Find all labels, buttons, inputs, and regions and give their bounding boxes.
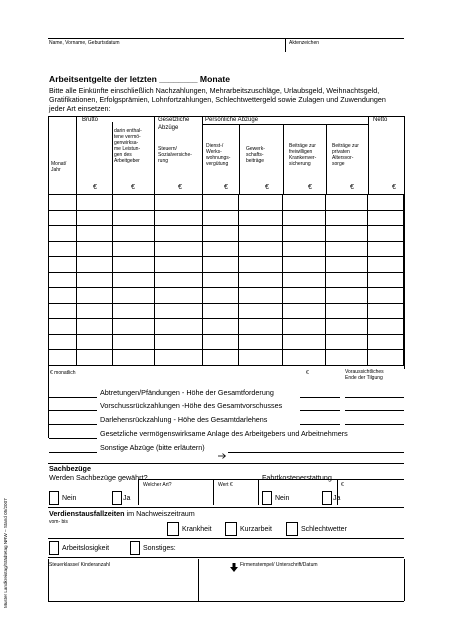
euro-brutto: € bbox=[93, 182, 97, 191]
deduction-amount-field[interactable] bbox=[49, 397, 97, 398]
monthly-label: € monatlich bbox=[50, 370, 76, 376]
deductions-left-line bbox=[48, 368, 49, 438]
income-cell[interactable] bbox=[326, 226, 368, 242]
income-cell[interactable] bbox=[76, 303, 112, 319]
income-cell[interactable] bbox=[154, 241, 202, 257]
income-cell[interactable] bbox=[112, 272, 154, 288]
income-cell[interactable] bbox=[49, 319, 77, 335]
income-data-grid bbox=[48, 194, 404, 366]
income-cell[interactable] bbox=[202, 303, 239, 319]
income-cell[interactable] bbox=[154, 303, 202, 319]
file-number-label: Aktenzeichen bbox=[289, 40, 320, 46]
deduction-amount-field[interactable] bbox=[49, 410, 97, 411]
income-cell[interactable] bbox=[76, 319, 112, 335]
instructions-line-1: Bitte alle Einkünfte einschließlich Nachzahlungen, Mehrarbeitszuschläge, Urlaubsgeld, Weihnachtsgeld, bbox=[49, 86, 380, 95]
arbeitslosigkeit-checkbox[interactable] bbox=[49, 541, 59, 555]
income-row bbox=[49, 226, 404, 242]
income-cell[interactable] bbox=[239, 210, 283, 226]
instructions-line-3: jeder Art einsetzen: bbox=[49, 104, 111, 113]
vom-bis-label: vom- bis bbox=[49, 519, 68, 525]
schlechtwetter-checkbox[interactable] bbox=[286, 522, 298, 536]
income-cell[interactable] bbox=[154, 272, 202, 288]
arrow-down-icon bbox=[230, 559, 238, 568]
euro-steuern: € bbox=[178, 182, 182, 191]
sachbezuege-nein-label: Nein bbox=[62, 495, 77, 502]
income-row bbox=[49, 319, 404, 335]
header-top-line bbox=[48, 38, 404, 39]
income-cell[interactable] bbox=[49, 241, 77, 257]
euro-vwl: € bbox=[131, 182, 135, 191]
income-cell[interactable] bbox=[202, 350, 239, 366]
income-row bbox=[49, 241, 404, 257]
income-cell[interactable] bbox=[239, 272, 283, 288]
income-cell[interactable] bbox=[239, 226, 283, 242]
deduction-label: Darlehensrückzahlung - Höhe des Gesamtdarlehens bbox=[100, 415, 268, 424]
euro-gewerk: € bbox=[265, 182, 269, 191]
col-gesetzliche: Gesetzliche bbox=[158, 117, 190, 123]
income-cell[interactable] bbox=[76, 334, 112, 350]
col-brutto: Brutto bbox=[82, 117, 99, 123]
income-cell[interactable] bbox=[49, 226, 77, 242]
income-cell[interactable] bbox=[76, 350, 112, 366]
income-cell[interactable] bbox=[239, 195, 283, 211]
income-cell[interactable] bbox=[112, 350, 154, 366]
col-vwl: darin enthal- tene vermö- genwirksa- me Leistun- gen des Arbeitgeber bbox=[114, 128, 142, 164]
income-cell[interactable] bbox=[202, 226, 239, 242]
arbeitslosigkeit-label: Arbeitslosigkeit bbox=[62, 545, 110, 552]
repayment-end-field[interactable] bbox=[345, 397, 404, 398]
steuerklasse-label: Steuerklasse/ Kinderanzahl bbox=[49, 562, 110, 568]
income-cell[interactable] bbox=[283, 257, 326, 273]
income-cell[interactable] bbox=[326, 195, 368, 211]
income-cell[interactable] bbox=[368, 195, 404, 211]
value-label: Wert € bbox=[218, 482, 233, 488]
income-cell[interactable] bbox=[112, 241, 154, 257]
income-cell[interactable] bbox=[76, 272, 112, 288]
krankheit-checkbox[interactable] bbox=[167, 522, 179, 536]
income-cell[interactable] bbox=[202, 257, 239, 273]
which-kind-label: Welcher Art? bbox=[143, 482, 172, 488]
income-cell[interactable] bbox=[283, 195, 326, 211]
income-cell[interactable] bbox=[368, 226, 404, 242]
deduction-amount-field[interactable] bbox=[49, 452, 97, 453]
income-cell[interactable] bbox=[368, 334, 404, 350]
deduction-amount-field[interactable] bbox=[49, 438, 97, 439]
sachbezuege-ja-label: Ja bbox=[123, 495, 131, 502]
col-month: Monat/ Jahr bbox=[51, 161, 67, 173]
income-row bbox=[49, 350, 404, 366]
income-cell[interactable] bbox=[202, 288, 239, 304]
income-cell[interactable] bbox=[283, 334, 326, 350]
deduction-label: Abtretungen/Pfändungen - Höhe der Gesamtforderung bbox=[100, 388, 274, 397]
income-cell[interactable] bbox=[154, 288, 202, 304]
income-cell[interactable] bbox=[112, 303, 154, 319]
section-title: Arbeitsentgelte der letzten ________ Monate bbox=[49, 74, 231, 84]
income-cell[interactable] bbox=[49, 210, 77, 226]
income-cell[interactable] bbox=[368, 319, 404, 335]
income-cell[interactable] bbox=[283, 210, 326, 226]
col-abzuege: Abzüge bbox=[158, 125, 179, 131]
fahrtkosten-ja-label: Ja bbox=[333, 495, 341, 502]
income-cell[interactable] bbox=[283, 226, 326, 242]
euro-dienst: € bbox=[224, 182, 228, 191]
kurzarbeit-label: Kurzarbeit bbox=[240, 526, 272, 533]
euro-alter: € bbox=[350, 182, 354, 191]
sachbezuege-question: Werden Sachbezüge gewährt? bbox=[49, 473, 148, 482]
income-cell[interactable] bbox=[202, 195, 239, 211]
income-cell[interactable] bbox=[202, 241, 239, 257]
col-steuern: Steuern/ Sozialversiche- rung bbox=[158, 146, 192, 164]
euro-netto: € bbox=[392, 182, 396, 191]
income-cell[interactable] bbox=[283, 241, 326, 257]
deduction-label: Sonstige Abzüge (bitte erläutern) bbox=[100, 443, 205, 452]
sonstiges-label: Sonstiges: bbox=[143, 545, 176, 552]
income-cell[interactable] bbox=[283, 303, 326, 319]
income-row bbox=[49, 257, 404, 273]
income-cell[interactable] bbox=[283, 350, 326, 366]
income-cell[interactable] bbox=[326, 272, 368, 288]
income-cell[interactable] bbox=[49, 288, 77, 304]
income-cell[interactable] bbox=[326, 350, 368, 366]
repayment-end-field[interactable] bbox=[345, 424, 404, 425]
col-netto: Netto bbox=[373, 117, 388, 123]
deduction-label: Vorschussrückzahlungen -Höhe des Gesamtvorschusses bbox=[100, 401, 283, 410]
col-persoenliche: Persönliche Abzüge bbox=[205, 117, 259, 123]
income-row bbox=[49, 303, 404, 319]
name-label: Name, Vorname, Geburtsdatum bbox=[49, 40, 120, 46]
income-cell[interactable] bbox=[283, 288, 326, 304]
deduction-total-field[interactable] bbox=[300, 424, 340, 425]
repayment-end-field[interactable] bbox=[345, 410, 404, 411]
deduction-total-field[interactable] bbox=[300, 410, 340, 411]
kurzarbeit-checkbox[interactable] bbox=[225, 522, 237, 536]
krankheit-label: Krankheit bbox=[182, 526, 212, 533]
income-cell[interactable] bbox=[239, 288, 283, 304]
income-cell[interactable] bbox=[326, 334, 368, 350]
repayment-end-label: Voraussichtliches Ende der Tilgung bbox=[345, 369, 384, 381]
euro-kranken: € bbox=[308, 182, 312, 191]
income-cell[interactable] bbox=[326, 288, 368, 304]
income-row bbox=[49, 334, 404, 350]
income-row bbox=[49, 272, 404, 288]
col-kranken: Beiträge zur freiwilligen Krankenver- sicherung bbox=[289, 143, 317, 167]
income-cell[interactable] bbox=[326, 303, 368, 319]
income-cell[interactable] bbox=[202, 319, 239, 335]
form-version-text: Muster Landkreistag/Städtetag NRW – Stand 05/2007 bbox=[3, 498, 8, 608]
income-cell[interactable] bbox=[49, 334, 77, 350]
fahrtkosten-ja-checkbox[interactable] bbox=[322, 491, 332, 505]
income-cell[interactable] bbox=[368, 210, 404, 226]
income-row bbox=[49, 288, 404, 304]
income-cell[interactable] bbox=[154, 350, 202, 366]
income-cell[interactable] bbox=[49, 350, 77, 366]
income-cell[interactable] bbox=[202, 334, 239, 350]
income-cell[interactable] bbox=[283, 272, 326, 288]
income-cell[interactable] bbox=[49, 303, 77, 319]
income-cell[interactable] bbox=[239, 257, 283, 273]
income-cell[interactable] bbox=[368, 272, 404, 288]
income-cell[interactable] bbox=[368, 241, 404, 257]
income-cell[interactable] bbox=[154, 334, 202, 350]
schlechtwetter-label: Schlechtwetter bbox=[301, 526, 347, 533]
fahrtkosten-nein-label: Nein bbox=[275, 495, 290, 502]
income-cell[interactable] bbox=[154, 319, 202, 335]
income-cell[interactable] bbox=[49, 195, 77, 211]
instructions-line-2: Gratifikationen, Erfolgsprämien, Lohnfortzahlungen, Schlechtwettergeld sowie Zulagen und Zuwendungen bbox=[49, 95, 386, 104]
sonstiges-checkbox[interactable] bbox=[130, 541, 140, 555]
income-cell[interactable] bbox=[76, 241, 112, 257]
sachbezuege-nein-checkbox[interactable] bbox=[49, 491, 59, 505]
income-cell[interactable] bbox=[112, 226, 154, 242]
income-cell[interactable] bbox=[112, 334, 154, 350]
income-cell[interactable] bbox=[112, 210, 154, 226]
income-cell[interactable] bbox=[239, 334, 283, 350]
sonstige-field[interactable] bbox=[228, 452, 404, 453]
income-cell[interactable] bbox=[76, 288, 112, 304]
income-cell[interactable] bbox=[368, 257, 404, 273]
income-cell[interactable] bbox=[239, 241, 283, 257]
income-cell[interactable] bbox=[76, 210, 112, 226]
ausfall-title: Verdienstausfallzeiten im Nachweiszeitraum bbox=[49, 509, 195, 518]
header-divider bbox=[285, 38, 286, 52]
income-row bbox=[49, 195, 404, 211]
sachbezuege-title: Sachbezüge bbox=[49, 464, 91, 473]
income-cell[interactable] bbox=[112, 319, 154, 335]
income-cell[interactable] bbox=[49, 257, 77, 273]
income-cell[interactable] bbox=[239, 303, 283, 319]
sachbezuege-top-line bbox=[48, 463, 404, 464]
form-version-note bbox=[3, 448, 13, 608]
income-cell[interactable] bbox=[154, 195, 202, 211]
deduction-amount-field[interactable] bbox=[49, 424, 97, 425]
income-cell[interactable] bbox=[76, 226, 112, 242]
income-cell[interactable] bbox=[283, 319, 326, 335]
income-cell[interactable] bbox=[112, 195, 154, 211]
income-cell[interactable] bbox=[154, 226, 202, 242]
arrow-right-icon bbox=[218, 446, 226, 452]
fahrtkosten-nein-checkbox[interactable] bbox=[262, 491, 272, 505]
income-cell[interactable] bbox=[368, 303, 404, 319]
income-cell[interactable] bbox=[202, 272, 239, 288]
income-cell[interactable] bbox=[368, 350, 404, 366]
fahrtkosten-euro: € bbox=[341, 482, 344, 488]
income-cell[interactable] bbox=[326, 241, 368, 257]
income-cell[interactable] bbox=[239, 350, 283, 366]
fahrtkosten-label: Fahrtkostenerstattung bbox=[262, 473, 332, 482]
income-cell[interactable] bbox=[326, 210, 368, 226]
deduction-label: Gesetzliche vermögenswirksame Anlage des Arbeitgebers und Arbeitnehmers bbox=[100, 429, 348, 438]
income-cell[interactable] bbox=[368, 288, 404, 304]
income-cell[interactable] bbox=[326, 257, 368, 273]
stamp-label: Firmenstempel/ Unterschrift/Datum bbox=[240, 562, 318, 568]
income-cell[interactable] bbox=[112, 288, 154, 304]
income-cell[interactable] bbox=[154, 210, 202, 226]
deduction-total-field[interactable] bbox=[300, 397, 340, 398]
deductions-euro: € bbox=[306, 370, 309, 376]
income-cell[interactable] bbox=[76, 195, 112, 211]
income-cell[interactable] bbox=[49, 272, 77, 288]
col-dienst: Dienst-/ Werks- wohnungs- vergütung bbox=[206, 143, 231, 167]
income-cell[interactable] bbox=[112, 257, 154, 273]
income-cell[interactable] bbox=[326, 319, 368, 335]
income-row bbox=[49, 210, 404, 226]
income-cell[interactable] bbox=[202, 210, 239, 226]
income-cell[interactable] bbox=[76, 257, 112, 273]
col-alter: Beiträge zur privaten Altersvor- sorge bbox=[332, 143, 359, 167]
income-cell[interactable] bbox=[154, 257, 202, 273]
col-gewerk: Gewerk- schafts- beiträge bbox=[246, 146, 265, 164]
income-cell[interactable] bbox=[239, 319, 283, 335]
sachbezuege-ja-checkbox[interactable] bbox=[112, 491, 122, 505]
